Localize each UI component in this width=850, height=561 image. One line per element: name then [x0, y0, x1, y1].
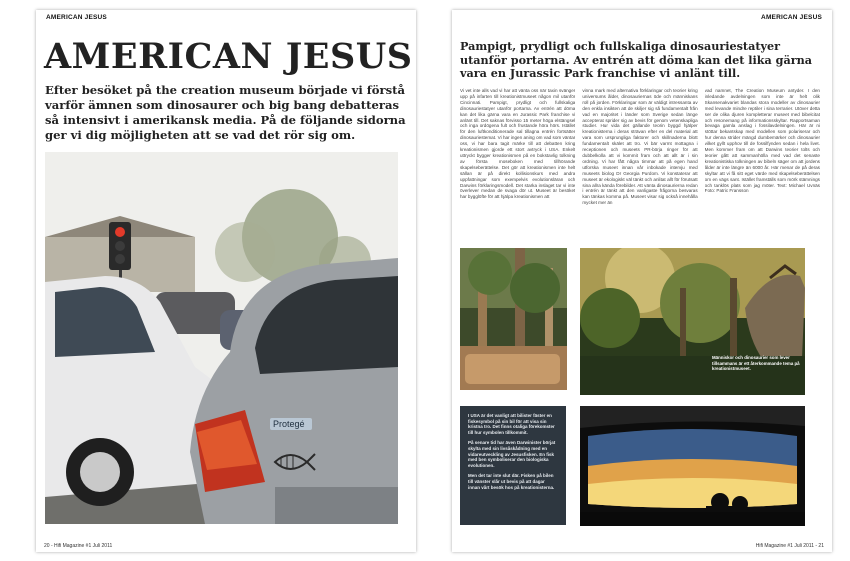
running-head-left: AMERICAN JESUS [46, 14, 107, 21]
article-lede: Efter besöket på the creation museum började vi förstå varför ämnen som dinosaurer och big bang debatteras så intensivt i amerikansk media. På de följande sidorna ger vi dig möjligheten att se vad det rör sig om. [45, 83, 406, 142]
left-page [36, 10, 416, 552]
body-column-1: Vi vet inte alls vad vi har att vänta oss när taxin svänger upp på infarten till kreationistmuseet någon mil utanför Cincinnati. Pampigt, prydligt och fullskaliga dinosauriestatyer utanför portarna. Av entrén att döma kan det lika gärna vara en Jurassic Park franchise vi anlänt till. Det saknas förvisso 15 meter höga elstängsel och inga ordögena fult och frustande höra hörs. Istället för den luftkonditionerade sal tillagna entrén fortsätter dinosauriestemat. Vi har ingen aning om vad som väntar oss, vi har bara tagit märke till att debatten kring kreationismen gjorde ett stort avtryck i USA. Enkelt uttryckt bygger kreationismen på en bokstavlig tolkning av första moseboken med tillhörande skapelseberättelse. Det gör att kreationismen inte helt sällan är på direkt kollisionskurs med andra uppfattningar som exempelvis evolutionsläran och Darwins förklaringsmodell. Det starka inslaget tar vi inte överlever medan de svaga dör ut. Museet är besöket har bygglöfte för att hjälpa kreationismen att [460, 88, 576, 200]
traffic-illustration [45, 152, 398, 524]
right-page [452, 10, 832, 552]
running-head-right: AMERICAN JESUS [761, 14, 822, 21]
folio-left: 20 - Hifi Magazine #1 Juli 2011 [44, 543, 113, 549]
body-column-3: vad namnet, The Creation Museum antyder. I den inledande avdelningen som inte är helt olik Skansenakvariet blandas stora modeller av dinosaurier med levande mindre reptiler i sina terrarier. Utöver detta ser de olika djuren kompletterar museet med bibelcitat och resonemang på informationsskyltar. Rapportsaman bevaga gamla anslag i fossilavdelningen. Här är ni stöttar bekantskap med modellen som polariserar och hur denna strider mängd dumbemärker och dinosaurier vilket gyllt upphov till de fossilfynden sedan i hela livet. Men kommer fram om att Darwins teorier tolts och teorier gått att sammanhölla med vad det senaste kreationistiska tolkningen av bibeln säger om att jordens ålder är inte längre än 6000 år. Här menar de på deras skyltar att vi få sitt eget värde med skapelseberättelsen om en vägs sant. Istället framställs som mörk stämnings och tanklös plats som jag möter. Text: Michael Uvnäs Foto: Patric Fransson [704, 88, 820, 194]
theater-illustration [580, 406, 805, 526]
car-badge: Protegé [273, 419, 305, 429]
sidebar-paragraph: Men det tar inte slut där. Fisken på bilen till vänster slår ut bevis på att dagar innan vårt besök hos på kreationisterna. [468, 473, 555, 490]
theater-photo [580, 406, 805, 526]
fish-symbol-sidebar [460, 406, 566, 525]
traffic-photo [45, 152, 398, 524]
museum-jungle-photo [460, 248, 567, 390]
sidebar-paragraph: På senare tid har även Darwinister börjat skylta med sin livsåskådning med en vidareutveckling av Jesusfisken. En fisk med ben symboliserar den biologiska evolutionen. [468, 440, 556, 468]
article-title: AMERICAN JESUS [44, 36, 413, 77]
body-column-2: vinna mark med alternativa förklaringar och teorier kring universums ålder, dinosauriernas öde och människans roll på jorden. Förklaringar som är väldigt intressanta av den enkla insikten att de skiljer sig så fundamentalt från vad en majoritet i länder som Sverige sedan länge accepterat sprider sig av bevis för genom vetenskapliga studier. Hur vida det gällande teorin byggd hjälper kreationisterna i deras strävan efter en del material att vara som ursprungliga faktorer och skillnaderna blott fundamentalt skälet att tro. Vi bär varmt mottagna i receptionen och museets PR-börja ringer för att dubbelkolla att vi kommit fram och att allt är i sin ordning. Vi har fått några timmar att på egen hand utforska museet innan vår inbokade intervju med museets biolog Dr Georgia Purdom. Vi konstaterar att museet är ekologiskt väl tänkt och anlitat allt för förutsatt sina allra kända förebilder. Att vänta dinosaurierna redan i entrén är tänkt att den vanligaste frågorna besvaras kan tänkas komma på. Museet visar sig också innehålla mycket mer än [582, 88, 698, 206]
photo-caption: Människor och dinosaurier som lever tillsammans är ett återkommande tema på kreationistmuseet. [712, 355, 800, 371]
body-text [460, 88, 820, 246]
dinosaur-illustration [580, 248, 805, 395]
jungle-illustration [460, 248, 567, 390]
sidebar-paragraph: I USA är det vanligt att bilister fäster en fiskesymbol på sin bil för att visa sin kristna tro. Det finns otaliga förekomster till hur symbolen tillkommit. [468, 413, 555, 435]
article-headline: Pampigt, prydligt och fullskaliga dinosauriestatyer utanför portarna. Av entrén att döma kan det lika gärna vara en Jurassic Park franchise vi anlänt till. [460, 39, 813, 80]
folio-right: Hifi Magazine #1 Juli 2011 - 21 [755, 543, 824, 549]
dinosaur-exhibit-photo [580, 248, 805, 395]
